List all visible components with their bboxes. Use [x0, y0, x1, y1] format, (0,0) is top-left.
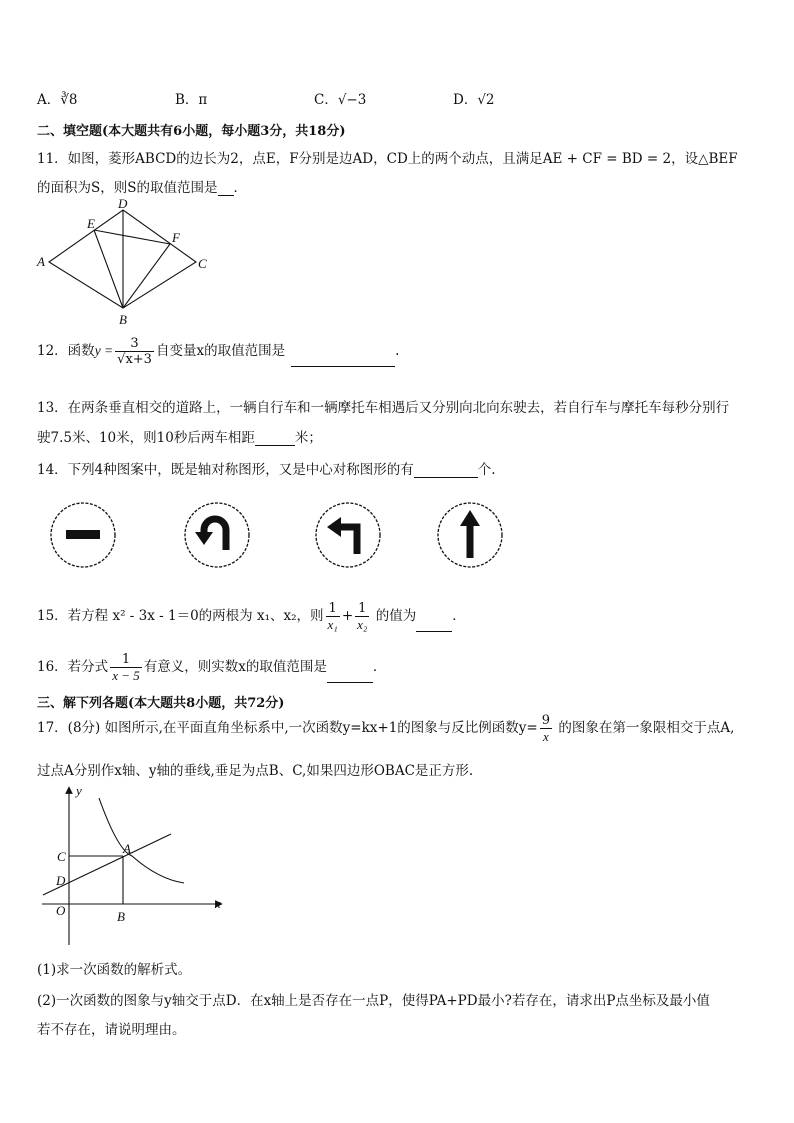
option-d: D．√2	[453, 92, 495, 108]
label-c: C	[198, 256, 207, 271]
label-c: C	[57, 849, 66, 864]
q17-part1: (1)求一次函数的解析式。	[37, 962, 192, 978]
q15-line: 15．若方程 x² - 3x - 1＝0的两根为 x₁、x₂，则 $\frac{1}{\text{x₁}}$ + $\frac{1}{\text{x₂}}$ 的值为 ．	[37, 601, 466, 632]
label-d: D	[118, 198, 128, 211]
q12-line: 12．函数y = $\frac{3}{√x+3}$ 自变量x的取值范围是 .	[37, 336, 400, 367]
label-a: A	[123, 841, 131, 856]
label-f: F	[172, 230, 180, 245]
option-a: A．∛8	[37, 92, 78, 108]
left-turn-sign-icon	[313, 500, 383, 570]
option-b: B．π	[175, 92, 208, 108]
q11-line1: 11．如图，菱形ABCD的边长为2，点E，F分别是边AD，CD上的两个动点，且满足AE + CF = BD = 2，设△BEF	[37, 151, 738, 167]
rhombus-figure	[35, 198, 215, 328]
label-b: B	[119, 312, 127, 327]
q16-line: 16．若分式 $\frac{1}{x - 5}$ 有意义，则实数x的取值范围是 ．	[37, 652, 387, 683]
coordinate-graph-figure	[38, 783, 228, 948]
segment-ef	[94, 230, 170, 244]
label-o: O	[56, 903, 66, 918]
section3-title: 三、解下列各题(本大题共8小题，共72分)	[37, 696, 285, 711]
q13-line2: 驶7.5米、10米，则10秒后两车相距 米；	[37, 430, 322, 446]
q17-line1: 17．(8分) 如图所示,在平面直角坐标系中,一次函数y=kx+1的图象与反比例函数y= $\frac{9}{x}$ 的图象在第一象限相交于点A,	[37, 713, 735, 744]
label-y: y	[76, 783, 82, 798]
inverse-function-curve	[99, 798, 184, 883]
segment-bf	[123, 244, 170, 308]
option-c: C．√−3	[314, 92, 367, 108]
label-a: A	[37, 254, 45, 269]
label-d: D	[56, 873, 66, 888]
q17-line2: 过点A分别作x轴、y轴的垂线,垂足为点B、C,如果四边形OBAC是正方形.	[37, 763, 474, 779]
q13-line1: 13．在两条垂直相交的道路上，一辆自行车和一辆摩托车相遇后又分别向北向东驶去，若自行车与摩托车每秒分别行	[37, 400, 730, 416]
q14-line: 14．下列4种图案中，既是轴对称图形，又是中心对称图形的有 个.	[37, 462, 496, 478]
straight-ahead-sign-icon	[435, 500, 505, 570]
label-x: x	[215, 896, 221, 911]
label-e: E	[87, 216, 95, 231]
u-turn-sign-icon	[182, 500, 252, 570]
segment-be	[94, 230, 123, 308]
no-entry-sign-icon	[48, 500, 118, 570]
q11-line2: 的面积为S，则S的取值范围是 ．	[37, 180, 247, 196]
q17-part2-line2: 若不存在，请说明理由。	[37, 1022, 186, 1038]
label-b: B	[117, 909, 125, 924]
section2-title: 二、填空题(本大题共有6小题，每小题3分，共18分)	[37, 124, 346, 139]
q17-part2-line1: (2)一次函数的图象与y轴交于点D．在x轴上是否存在一点P，使得PA+PD最小?若存在，请求出P点坐标及最小值	[37, 993, 710, 1009]
